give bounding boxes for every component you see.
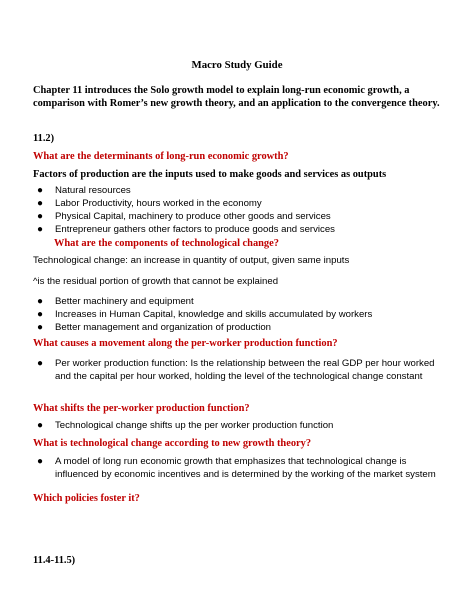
factors-list <box>33 184 443 236</box>
bullet-dot-icon: ● <box>37 185 44 196</box>
list-item: ● Increases in Human Capital, knowledge and skills accumulated by workers <box>37 309 373 320</box>
list-item: ● Better machinery and equipment <box>37 296 194 307</box>
bullet-dot-icon: ● <box>37 211 44 222</box>
new-growth-theory-list <box>33 455 443 481</box>
bullet-dot-icon: ● <box>37 224 44 235</box>
movement-along-list <box>33 357 443 383</box>
question-movement-along: What causes a movement along the per-worker production function? <box>33 338 338 349</box>
factors-heading: Factors of production are the inputs used to make goods and services as outputs <box>33 169 387 180</box>
list-item: ● Per worker production function: Is the relationship between the real GDP per hour worked and the capital per hour worked, holding the level of the technological change constant <box>37 358 435 382</box>
list-item: ● Entrepreneur gathers other factors to produce goods and services <box>37 224 335 235</box>
intro-paragraph: Chapter 11 introduces the Solo growth model to explain long-run economic growth, a comparison with Romer’s new growth theory, and an application to the convergence theory. <box>33 85 440 109</box>
shifts-list <box>33 419 443 432</box>
bullet-dot-icon: ● <box>37 296 44 307</box>
list-item: ● Labor Productivity, hours worked in the economy <box>37 198 262 209</box>
tech-change-note: ^is the residual portion of growth that cannot be explained <box>33 276 279 287</box>
bullet-dot-icon: ● <box>37 309 44 320</box>
list-item: ● Physical Capital, machinery to produce other goods and services <box>37 211 331 222</box>
question-tech-components: What are the components of technological change? <box>54 238 279 249</box>
list-item: ● A model of long run economic growth that emphasizes that technological change is influenced by economic incentives and is determined by the working of the market system <box>37 456 436 480</box>
list-item: ● Natural resources <box>37 185 131 196</box>
tech-change-definition: Technological change: an increase in quantity of output, given same inputs <box>33 255 350 266</box>
section-number-11-2: 11.2) <box>33 133 55 144</box>
bullet-dot-icon: ● <box>37 456 44 467</box>
question-policies: Which policies foster it? <box>33 493 140 504</box>
question-shifts: What shifts the per-worker production function? <box>33 403 250 414</box>
bullet-dot-icon: ● <box>37 358 44 369</box>
page-title: Macro Study Guide <box>191 59 283 71</box>
question-determinants: What are the determinants of long-run economic growth? <box>33 151 289 162</box>
bullet-dot-icon: ● <box>37 420 44 431</box>
list-item: ● Technological change shifts up the per worker production function <box>37 420 334 431</box>
tech-components-list <box>33 295 443 334</box>
section-number-11-4: 11.4-11.5) <box>33 555 76 566</box>
bullet-dot-icon: ● <box>37 322 44 333</box>
question-new-growth-theory: What is technological change according to new growth theory? <box>33 438 312 449</box>
list-item: ● Better management and organization of production <box>37 322 271 333</box>
bullet-dot-icon: ● <box>37 198 44 209</box>
